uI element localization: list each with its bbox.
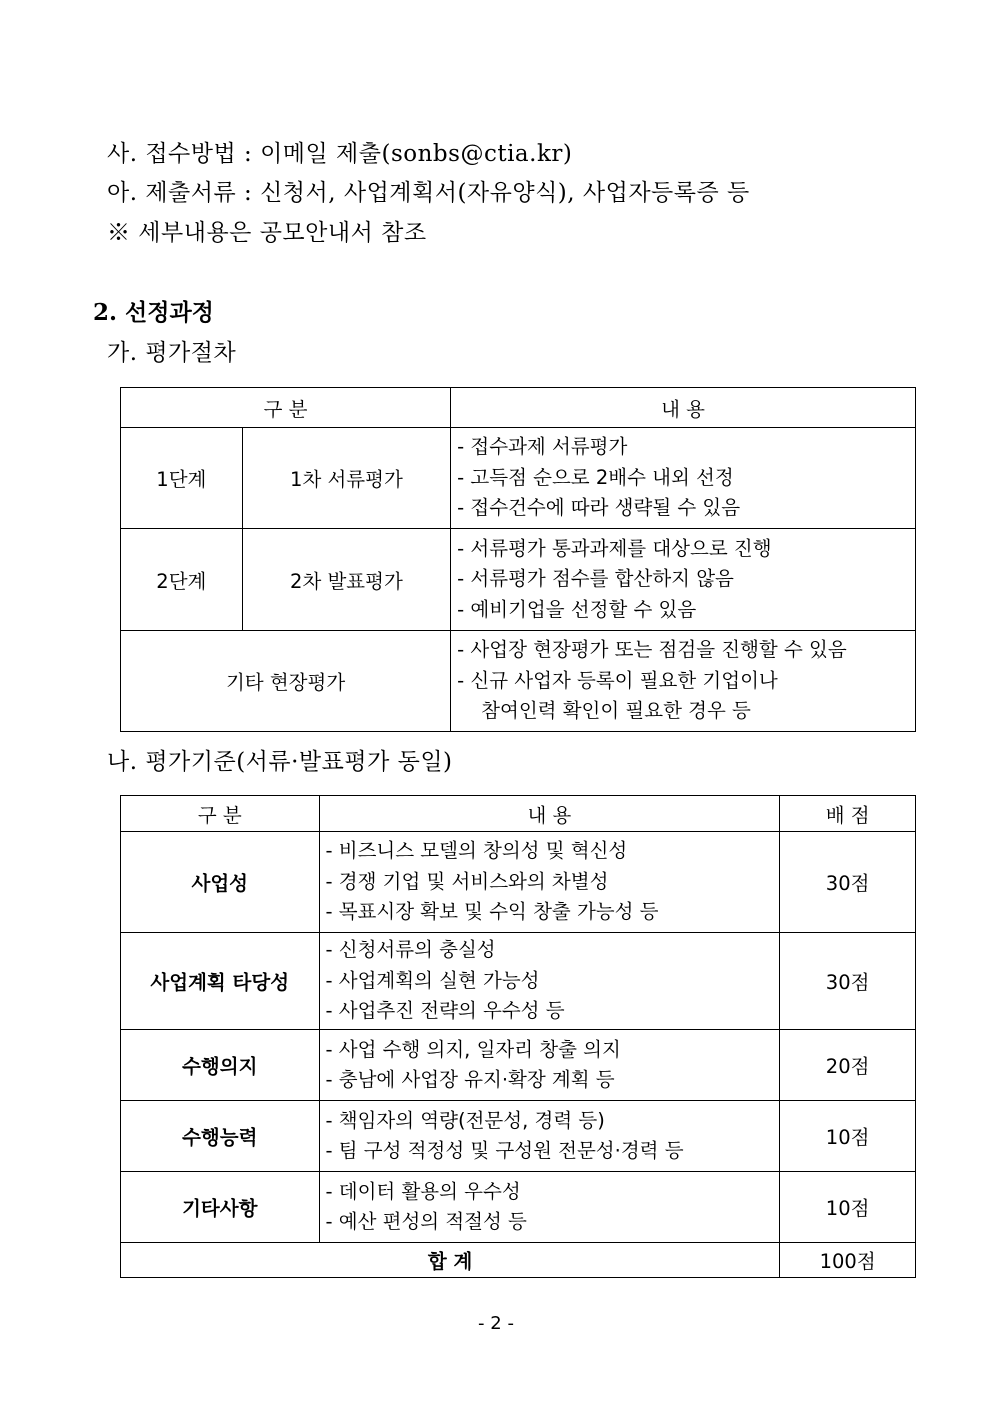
procedure-table: [120, 387, 916, 732]
criteria-score-cell: 10점: [780, 1172, 916, 1243]
stage-cell: 2단계: [121, 529, 243, 631]
criteria-category-cell: 기타사항: [121, 1172, 320, 1243]
stage-cell: 1단계: [121, 428, 243, 529]
list-item: - 팀 구성 적정성 및 구성원 전문성·경력 등: [325, 1139, 684, 1162]
list-item: - 신청서류의 충실성: [325, 938, 496, 962]
note-line: ※ 세부내용은 공모안내서 참조: [107, 220, 427, 246]
list-item: - 신규 사업자 등록이 필요한 기업이나: [457, 668, 778, 692]
list-item: - 사업계획의 실현 가능성: [325, 968, 540, 992]
criteria-score-cell: 30점: [780, 933, 916, 1030]
criteria-header-score: 배 점: [780, 796, 916, 832]
list-item: - 비즈니스 모델의 창의성 및 혁신성: [325, 839, 628, 863]
list-item: - 고득점 순으로 2배수 내외 선정: [457, 465, 734, 489]
procedure-subtitle: 가. 평가절차: [107, 340, 237, 366]
criteria-header-row: [121, 796, 916, 832]
stage-content-cell: [451, 631, 916, 732]
stage-name-cell: 2차 발표평가: [242, 529, 450, 631]
criteria-content-cell: [319, 1172, 780, 1243]
table-row: [121, 1030, 916, 1101]
criteria-header-category: 구 분: [121, 796, 320, 832]
table-row: [121, 428, 916, 529]
criteria-category-cell: 수행능력: [121, 1101, 320, 1172]
list-item: - 사업장 현장평가 또는 점검을 진행할 수 있음: [457, 638, 847, 662]
table-row: [121, 933, 916, 1030]
table-row: [121, 832, 916, 933]
table-row: [121, 1101, 916, 1172]
section-2-title: 2. 선정과정: [93, 299, 214, 326]
total-row: [121, 1243, 916, 1278]
list-item: - 서류평가 통과과제를 대상으로 진행: [457, 536, 772, 560]
criteria-content-cell: [319, 1101, 780, 1172]
list-item: - 데이터 활용의 우수성: [325, 1179, 521, 1203]
list-item: - 예산 편성의 적절성 등: [325, 1210, 527, 1233]
list-item: - 서류평가 점수를 합산하지 않음: [457, 567, 734, 591]
list-item: - 접수과제 서류평가: [457, 435, 628, 459]
table-row: [121, 631, 916, 732]
list-item: 참여인력 확인이 필요한 경우 등: [481, 699, 751, 723]
page-number: - 2 -: [478, 1313, 514, 1334]
procedure-header-content: 내 용: [451, 388, 916, 428]
criteria-score-cell: 20점: [780, 1030, 916, 1101]
criteria-category-cell: 사업계획 타당성: [121, 933, 320, 1030]
procedure-header-category: 구 분: [121, 388, 451, 428]
submission-method-line: 사. 접수방법 : 이메일 제출(sonbs@ctia.kr): [107, 141, 573, 167]
list-item: - 접수건수에 따라 생략될 수 있음: [457, 496, 741, 520]
stage-content-cell: [451, 529, 916, 631]
criteria-content-cell: [319, 832, 780, 933]
total-score-cell: 100점: [780, 1243, 916, 1278]
criteria-category-cell: 사업성: [121, 832, 320, 933]
stage-content-cell: [451, 428, 916, 529]
list-item: - 예비기업을 선정할 수 있음: [457, 597, 697, 621]
list-item: - 사업 수행 의지, 일자리 창출 의지: [325, 1037, 621, 1061]
criteria-subtitle: 나. 평가기준(서류·발표평가 동일): [107, 749, 453, 775]
criteria-score-cell: 30점: [780, 832, 916, 933]
documents-line: 아. 제출서류 : 신청서, 사업계획서(자유양식), 사업자등록증 등: [107, 180, 750, 206]
criteria-content-cell: [319, 933, 780, 1030]
table-row: [121, 529, 916, 631]
stage-name-cell: 기타 현장평가: [121, 631, 451, 732]
list-item: - 책임자의 역량(전문성, 경력 등): [325, 1108, 605, 1132]
stage-name-cell: 1차 서류평가: [242, 428, 450, 529]
list-item: - 경쟁 기업 및 서비스와의 차별성: [325, 869, 609, 893]
total-label-cell: 합 계: [121, 1243, 780, 1278]
list-item: - 충남에 사업장 유지·확장 계획 등: [325, 1068, 615, 1091]
criteria-table: [120, 795, 916, 1278]
procedure-header-row: [121, 388, 916, 428]
criteria-content-cell: [319, 1030, 780, 1101]
list-item: - 사업추진 전략의 우수성 등: [325, 999, 565, 1023]
list-item: - 목표시장 확보 및 수익 창출 가능성 등: [325, 900, 659, 924]
criteria-score-cell: 10점: [780, 1101, 916, 1172]
criteria-category-cell: 수행의지: [121, 1030, 320, 1101]
table-row: [121, 1172, 916, 1243]
criteria-header-content: 내 용: [319, 796, 780, 832]
